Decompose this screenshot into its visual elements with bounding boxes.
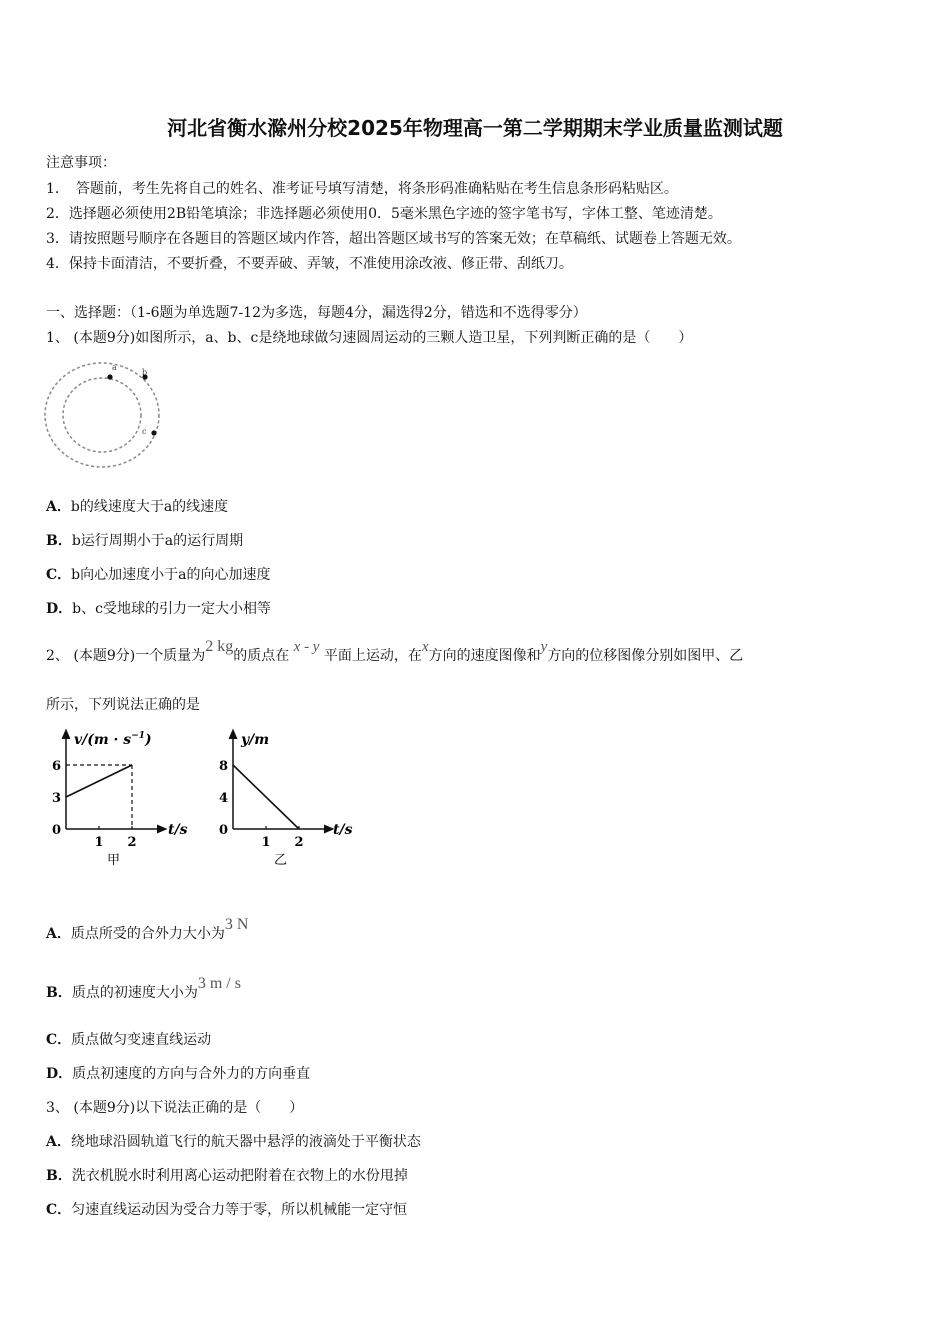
satellite-a: [107, 374, 112, 379]
force-formula: 3 N: [224, 916, 249, 933]
q3-option-c: C．匀速直线运动因为受合力等于零，所以机械能一定守恒: [46, 1202, 408, 1218]
x-axis-label: t/s: [168, 822, 188, 838]
y-tick-label: 0: [51, 823, 61, 838]
velocity-formula: 3 m / s: [197, 975, 241, 992]
question-2-stem: 2、 (本题9分)一个质量为2 kg的质点在 x - y 平面上运动，在x方向的速度图像和y方向的位移图像分别如图甲、乙: [46, 638, 744, 664]
q2-option-d: D．质点初速度的方向与合外力的方向垂直: [46, 1066, 311, 1082]
question-1-stem: 1、 (本题9分)如图所示，a、b、c是绕地球做匀速圆周运动的三颗人造卫星，下列判断正确的是（ ）: [46, 330, 693, 346]
label-a: a: [112, 363, 117, 372]
satellite-c: [151, 430, 156, 435]
label-b: b: [142, 368, 148, 377]
question-2-stem-line2: 所示，下列说法正确的是: [46, 697, 200, 713]
note-item-4: 4．保持卡面清洁，不要折叠，不要弄破、弄皱，不准使用涂改液、修正带、刮纸刀。: [46, 256, 573, 272]
graph-jia: [48, 725, 198, 875]
y-tick-label: 6: [51, 759, 61, 774]
q2-option-a: A．质点所受的合外力大小为3 N: [46, 916, 249, 942]
q1-option-c: C．b向心加速度小于a的向心加速度: [46, 567, 271, 583]
mass-formula: 2 kg: [205, 638, 234, 655]
x-axis-label: t/s: [333, 822, 353, 838]
graph-caption: 甲: [107, 853, 121, 868]
q3-option-b: B．洗衣机脱水时利用离心运动把附着在衣物上的水份甩掉: [46, 1168, 408, 1184]
note-item-1: 1． 答题前，考生先将自己的姓名、准考证号填写清楚，将条形码准确粘贴在考生信息条形码粘贴区。: [46, 181, 678, 197]
y-var: y: [540, 639, 548, 655]
data-line: [233, 765, 299, 829]
y-tick-label: 3: [51, 791, 61, 806]
x-tick-label: 2: [294, 835, 304, 850]
note-item-2: 2．选择题必须使用2B铅笔填涂；非选择题必须使用0．5毫米黑色字迹的签字笔书写，字体工整、笔迹清楚。: [46, 206, 722, 222]
section-heading: 一、选择题：（1-6题为单选题7-12为多选，每题4分，漏选得2分，错选和不选得零分）: [46, 305, 587, 321]
y-tick-label: 0: [218, 823, 228, 838]
y-tick-label: 8: [218, 759, 228, 774]
q1-option-a: A．b的线速度大于a的线速度: [46, 499, 229, 515]
label-c: c: [142, 427, 147, 436]
graph-yi: [215, 725, 365, 875]
x-tick-label: 2: [127, 835, 137, 850]
q3-option-a: A．绕地球沿圆轨道飞行的航天器中悬浮的液滴处于平衡状态: [46, 1134, 421, 1150]
q2-option-b: B．质点的初速度大小为3 m / s: [46, 975, 241, 1001]
q2-option-c: C．质点做匀变速直线运动: [46, 1032, 212, 1048]
x-var: x: [421, 639, 429, 655]
orbit-diagram: [40, 360, 170, 475]
data-line: [66, 765, 132, 797]
question-3-stem: 3、 (本题9分)以下说法正确的是（ ）: [46, 1100, 304, 1116]
y-axis-label: y/m: [241, 732, 270, 748]
graph-caption: 乙: [274, 853, 288, 868]
x-tick-label: 1: [261, 835, 271, 850]
y-axis-label: $v/(m \cdot s^{-1})$: [74, 731, 152, 748]
q1-option-d: D．b、c受地球的引力一定大小相等: [46, 601, 271, 617]
notes-heading: 注意事项：: [46, 155, 116, 171]
q1-option-b: B．b运行周期小于a的运行周期: [46, 533, 244, 549]
note-item-3: 3．请按照题号顺序在各题目的答题区域内作答，超出答题区域书写的答案无效；在草稿纸、试题卷上答题无效。: [46, 231, 741, 247]
x-tick-label: 1: [94, 835, 104, 850]
plane-formula: x - y: [293, 639, 320, 655]
y-tick-label: 4: [218, 791, 228, 806]
page-title: 河北省衡水滁州分校2025年物理高一第二学期期末学业质量监测试题: [167, 116, 783, 140]
inner-orbit: [63, 378, 141, 452]
